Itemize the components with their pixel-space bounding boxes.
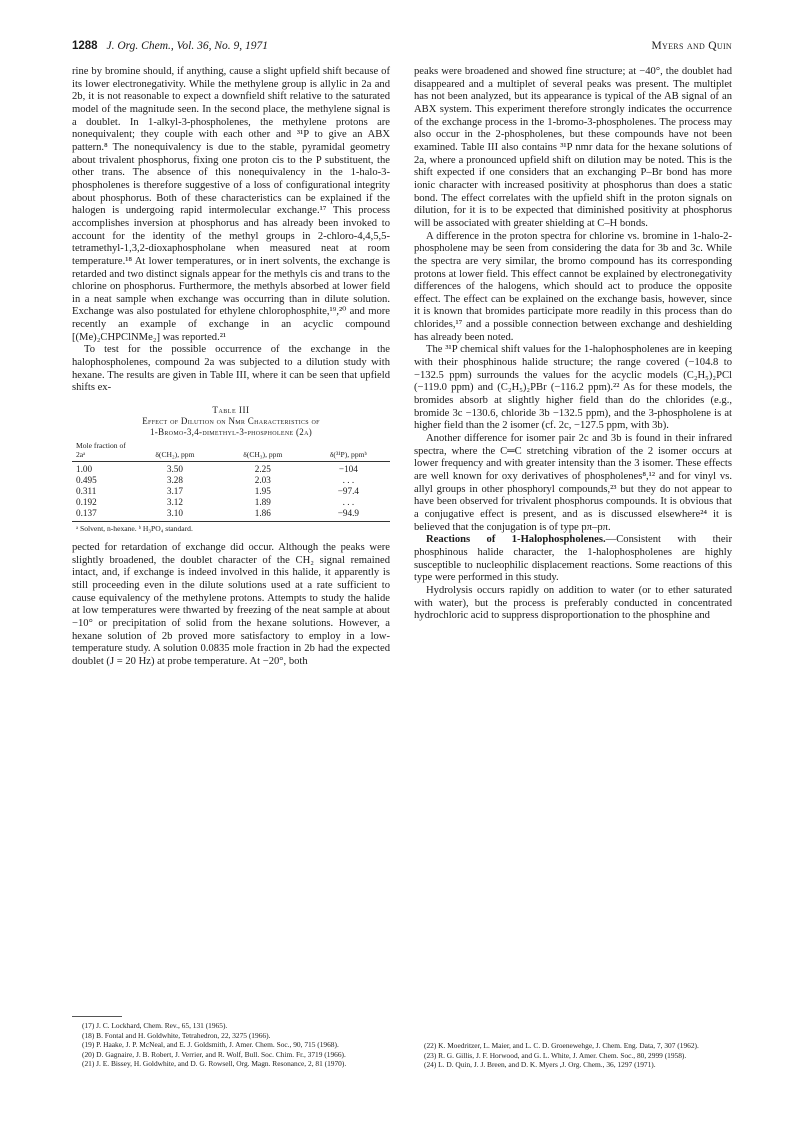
table-row — [72, 475, 390, 486]
column-header: δ(CH₂), ppm — [131, 441, 219, 462]
table-footnote: ᵃ Solvent, n-hexane. ᵇ H₃PO₄ standard. — [76, 524, 193, 534]
table-cell: 1.00 — [76, 464, 93, 475]
table-cell: 1.89 — [254, 497, 271, 508]
right-paragraph-5 — [414, 534, 732, 585]
section-text: —Consistent with their phosphinous halide character, the 1-halophospholenes are highly susceptible to nucleophilic displacement reactions. Some reactions of this type were performed in this study. — [414, 534, 732, 584]
table-cell: . . . — [342, 497, 355, 508]
reference-item: (17) J. C. Lockhard, Chem. Rev., 65, 131 (1965). — [82, 1021, 228, 1030]
running-header — [72, 40, 732, 56]
reference-item: (21) J. E. Bissey, H. Goldwhite, and D. G. Rowsell, Org. Magn. Resonance, 2, 81 (1970). — [82, 1059, 347, 1069]
reference-item: (19) P. Haake, J. P. McNeal, and E. J. Goldsmith, J. Amer. Chem. Soc., 90, 715 (1968). — [82, 1040, 339, 1050]
references-right — [414, 1041, 732, 1070]
reference-item: (20) D. Gagnaire, J. B. Robert, J. Verrier, and R. Wolf, Bull. Soc. Chim. Fr., 3719 (1966). — [82, 1049, 346, 1059]
table-caption-line-2: 1-Bromo-3,4-dimethyl-3-phospholene (2a) — [149, 427, 313, 438]
table-caption-line-1: Effect of Dilution on Nmr Characteristics of — [142, 416, 320, 427]
table-cell: −94.9 — [307, 508, 390, 522]
table-cell: −97.4 — [337, 486, 359, 497]
reference-item: (24) L. D. Quin, J. J. Breen, and D. K. Myers ,J. Org. Chem., 36, 1297 (1971). — [424, 1060, 656, 1070]
left-column — [72, 66, 390, 669]
column-header: Mole fraction of 2aᵃ — [72, 441, 131, 462]
table-row — [72, 462, 390, 476]
table-cell: 3.28 — [166, 475, 183, 486]
reference-item: (18) B. Fontal and H. Goldwhite, Tetrahedron, 22, 3275 (1966). — [82, 1030, 271, 1040]
table-title: Table III — [212, 405, 250, 416]
table-cell: −104 — [338, 464, 358, 475]
column-header: δ(³¹P), ppmᵇ — [307, 441, 390, 462]
table-cell: 3.12 — [166, 497, 183, 508]
right-paragraph-4: Another difference for isomer pair 2c and 3b is found in their infrared spectra, where the C═C stretching vibration of the 2 isomer occurs at lower frequency and with greater intensity than the 3 isomer. These effects are well known for oxy derivatives of phospholenes⁸,¹² and for vinyl vs. allyl groups in other phosphoryl compounds,²³ but they do not appear to have been observed for trivalent phosphorus compounds. It is obvious that a conjugative effect is present, and as is discussed elsewhere²⁴ it is believed that the conjugation is of type pπ–pπ. — [414, 433, 732, 533]
right-paragraph-3: The ³¹P chemical shift values for the 1-halophospholenes are in keeping with their phosphinous halide structure; the range covered (−104.8 to −132.5 ppm) surrounds the values for the acyclic models (C₂H₅)₂PCl (−119.0 ppm) and (C₂H₅)₂PBr (−116.2 ppm).²² As for these models, the bromides absorb at slightly higher field than do the chlorides (e.g., bromide 3c −130.6, chloride 3b −132.5 ppm), and the 3-phospholene is at higher field than the 2 isomer (cf. 2c, −127.5 ppm, with 3b). — [414, 344, 732, 432]
reference-item: (22) K. Moedritzer, L. Maier, and L. C. D. Groenewehge, J. Chem. Eng. Data, 7, 307 (1962). — [424, 1041, 699, 1050]
table-cell: 3.10 — [131, 508, 219, 522]
table-cell: 3.17 — [166, 486, 183, 497]
column-header: δ(CH₃), ppm — [219, 441, 307, 462]
running-authors: Myers and Quin — [651, 40, 732, 52]
left-paragraph-1: rine by bromine should, if anything, cause a slight upfield shift because of its lower electronegativity. While the methylene group is allylic in 2a and 2b, it is not reasonable to expect a downfield shift relative to the saturated model of the magnitude seen. In the second place, the methylene signal is a doublet. In 1-alkyl-3-phospholenes, the methylene protons are nonequivalent; they couple with each other and ³¹P to give an ABX pattern.⁸ The nonequivalency is due to the stable, pyramidal geometry about trivalent phosphorus, fixing one proton cis to the P substituent, the other trans. The absence of this nonequivalency in the 1-halo-3-phospholenes is therefore suggestive of a loss of configurational integrity about phosphorus. Both of these characteristics can be explained if the halogen is undergoing rapid intermolecular exchange.¹⁷ This process accomplishes inversion at phosphorus and has already been invoked to account for the identity of the methyl groups in 2-chloro-4,4,5,5-tetramethyl-1,3,2-dioxaphospholane when measured neat at room temperature.¹⁸ At lower temperatures, or in inert solvents, the exchange is retarded and two distinct signals appear for the methyls cis and trans to the chlorine on phosphorus. Furthermore, the methyls absorbed at lower field in a neat sample when exchange was occurring than in dilute solution. Exchange was also postulated for ethylene chlorophosphite,¹⁹,²⁰ and more recently an example of exchange in an acyclic compound [(Me)₂CHPClNMe₂] was reported.²¹ — [72, 66, 390, 343]
left-paragraph-2: To test for the possible occurrence of the exchange in the halophospholenes, compound 2a was subjected to a dilution study with hexane. The results are given in Table III, where it can be seen that upfield shifts ex- — [72, 344, 390, 394]
right-paragraph-6: Hydrolysis occurs rapidly on addition to water (or to ether saturated with water), but the process is preferably conducted in concentrated hydrochloric acid to suppress disproportionation to the phosphine and — [414, 584, 732, 622]
table-cell: 1.95 — [254, 486, 271, 497]
journal-citation: J. Org. Chem., Vol. 36, No. 9, 1971 — [106, 40, 268, 52]
right-column — [414, 66, 732, 623]
table-cell: . . . — [342, 475, 355, 486]
right-paragraph-1: peaks were broadened and showed fine structure; at −40°, the doublet had disappeared and a multiplet of several peaks was present. The multiplet has not been analyzed, but its appearance is typical of the AB signal of an ABX system. This experiment therefore strongly indicates the occurrence of the exchange process in the 1-bromo-3-phospholenes. The process may also occur in the 2-phospholenes, but these compounds have not been examined. Table III also contains ³¹P nmr data for the hexane solutions of 2a, where a pronounced upfield shift on dilution may be noted. This is the shift expected if one considers that an exchanging P–Br bond has more ionic character with increased positivity at phosphorus than does a static bond. The effect correlates with the upfield shift in the proton signals on dilution, for it is to be expected that diminished positivity at phosphorus will be associated with greater shielding at C–H bonds. — [414, 66, 732, 229]
table-row — [72, 497, 390, 508]
table-row — [72, 486, 390, 497]
footnote-rule-left — [72, 1016, 122, 1017]
table-grid — [72, 441, 390, 522]
page-number: 1288 — [72, 40, 98, 52]
references-left — [72, 1021, 390, 1069]
table-cell: 0.311 — [76, 486, 97, 497]
table-row — [72, 508, 390, 522]
left-paragraph-3: pected for retardation of exchange did occur. Although the peaks were slightly broadened, the doublet character of the CH₂ signal remained intact, and, if exchange is indeed involved in this halide, it apparently is still proceeding even in the dilute solutions used at a rate sufficient to cause equivalency of the methylene protons. Attempts to study the halide at low temperatures were thwarted by freezing of the neat sample at about −10° or precipitation of solid from the hexane solutions. However, a hexane solution of 2b proved more satisfactory to employ in a low-temperature study. A solution 0.0835 mole fraction in 2b had the expected doublet (J = 20 Hz) at probe temperature. At −20°, both — [72, 542, 390, 667]
reference-item: (23) R. G. Gillis, J. F. Horwood, and G. L. White, J. Amer. Chem. Soc., 80, 2999 (1958). — [424, 1050, 687, 1060]
table-iii — [72, 405, 390, 534]
table-cell: 0.137 — [72, 508, 131, 522]
table-cell: 3.50 — [166, 464, 183, 475]
table-cell: 0.192 — [76, 497, 97, 508]
table-header-row — [72, 441, 390, 462]
right-paragraph-2: A difference in the proton spectra for chlorine vs. bromine in 1-halo-2-phospholene may be seen from considering the data for 3b and 3c. While the spectra are very similar, the bromo compound has its corresponding protons at lower field. This effect cannot be explained by electronegativity differences of the halogens, which should act to produce the opposite effect. The effect can be explained on the exchange basis, however, since it is known that bromides participate more readily in this process than do chlorides,¹⁷ and a possible connection between exchange and deshielding has already been noted. — [414, 230, 732, 343]
table-cell: 1.86 — [219, 508, 307, 522]
table-cell: 0.495 — [76, 475, 97, 486]
table-cell: 2.03 — [254, 475, 271, 486]
table-cell: 2.25 — [254, 464, 271, 475]
section-heading: Reactions of 1-Halophospholenes. — [426, 534, 606, 546]
